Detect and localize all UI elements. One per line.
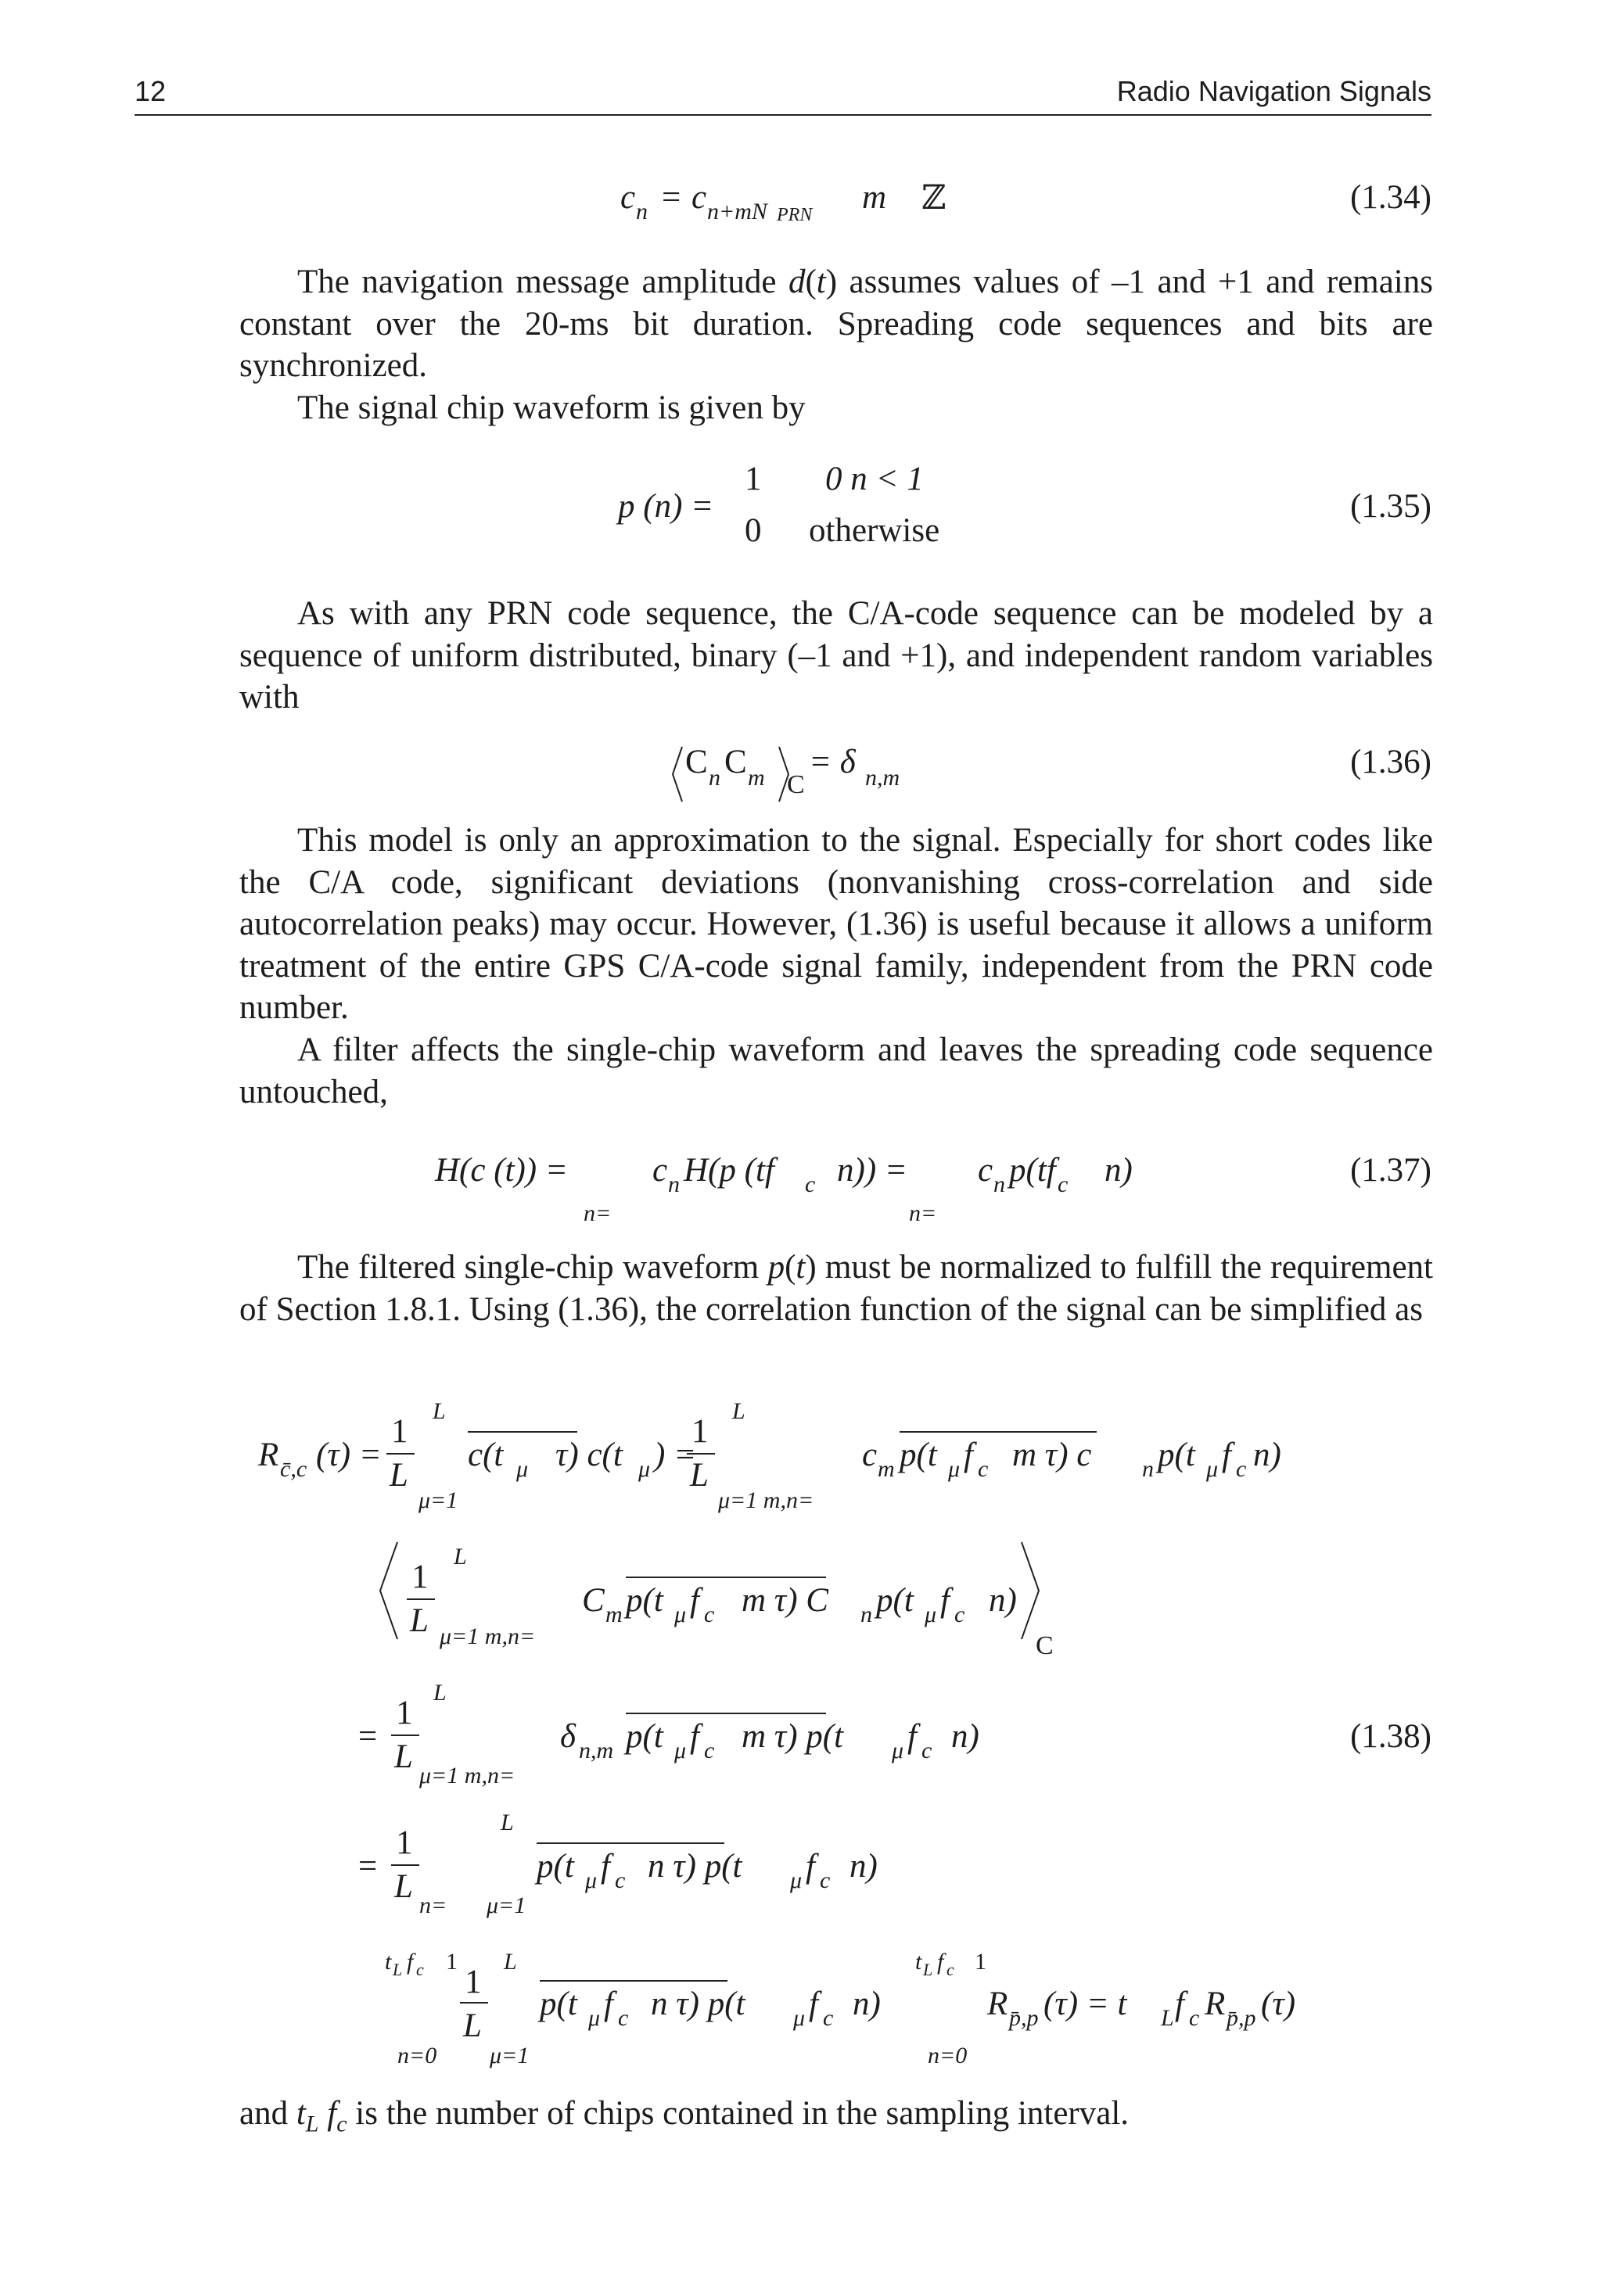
eq-1-37-p: p(tf: [1009, 1152, 1056, 1189]
eq-1-38-l5-p-sub: μ: [588, 2005, 601, 2031]
eq-1-38-l4-sum-lower1: n=: [419, 1892, 447, 1918]
paragraph-chip-waveform: The signal chip waveform is given by: [297, 389, 806, 426]
eq-1-38-l4-f2: f: [806, 1848, 815, 1885]
p7-var-t: t: [296, 2095, 306, 2132]
p1-text-b: (: [805, 264, 817, 300]
eq-1-38-l5-sum-upper2: L: [504, 1949, 517, 1975]
eq-1-37-sum-lower2: n=: [909, 1200, 937, 1226]
eq-1-38-l1-one: 1: [391, 1413, 408, 1450]
eq-1-38-l3-L: L: [394, 1738, 413, 1775]
eq-1-38-l2-C-sub: m: [605, 1602, 623, 1627]
eq-1-36-C-m: C: [724, 744, 747, 780]
eq-1-38-l4-f: f: [601, 1848, 610, 1885]
eq-1-34-rhs-subsub: PRN: [777, 205, 813, 225]
eq-1-37-c2: c: [978, 1152, 993, 1189]
eq-1-38-l5-sum-upper1-one: 1: [446, 1949, 458, 1975]
eq-1-38-l3-delta: δ: [560, 1718, 576, 1755]
paragraph-filter: A filter affects the single-chip waveform and leaves the spreading code sequence untouched,: [239, 1031, 1433, 1110]
eq-1-38-l3-sum-lower: μ=1 m,n=: [419, 1763, 515, 1788]
eq-1-37-number: (1.37): [1350, 1152, 1431, 1189]
eq-1-38-l1-term2-sub: m: [878, 1456, 895, 1482]
p6-text-c: ) must be normalized to fulfill the requirement of Section 1.8.1. Using (1.36), the correlation function of the signal can be simplified as: [239, 1249, 1433, 1328]
p6-text-a: The filtered single-chip waveform: [297, 1249, 768, 1286]
eq-1-36-C-n: C: [685, 744, 708, 780]
eq-1-38-l3-frac-bar: [391, 1735, 419, 1736]
p6-text-b: (: [785, 1249, 796, 1286]
eq-1-37-p-sub: c: [1058, 1171, 1069, 1197]
eq-1-34-set: ℤ: [921, 180, 946, 217]
eq-1-38-l3-f2-sub: c: [921, 1738, 932, 1763]
eq-1-38-l1-R: R: [258, 1437, 279, 1473]
eq-1-38-l4-sum-lower2: μ=1: [487, 1892, 526, 1918]
eq-1-38-l5-f: f: [604, 1986, 613, 2022]
eq-1-38-l5-rhs-sub: L: [1161, 2005, 1174, 2031]
eq-1-34-equals: =: [662, 179, 681, 216]
eq-1-38-l1-term2e-sub: μ: [1206, 1456, 1219, 1482]
eq-1-37-sum-lower1: n=: [584, 1200, 612, 1226]
eq-1-38-l5-sum-upper3-one: 1: [975, 1949, 986, 1975]
paragraph-chip-count: [239, 2093, 1433, 2145]
eq-1-35-case2-condition: otherwise: [809, 512, 940, 549]
eq-1-38-l1-term1-sub2: μ: [638, 1456, 651, 1482]
eq-1-38-l2-p: p(t: [626, 1582, 663, 1619]
eq-1-38-l4-one: 1: [396, 1824, 413, 1861]
eq-1-38-l2-mid: m τ) C: [742, 1582, 828, 1619]
eq-1-38-l5-conj-bar: [540, 1980, 727, 1982]
eq-1-38-l1-term1: c(t: [468, 1437, 504, 1473]
eq-1-38-l2-sum-lower: μ=1 m,n=: [440, 1623, 536, 1649]
eq-1-38-l3-p-sub: μ: [674, 1738, 687, 1763]
eq-1-36-sub-m: m: [748, 765, 765, 791]
eq-1-38-l2-p-sub: μ: [674, 1602, 687, 1627]
eq-1-38-l5-R2-sub: p̄,p: [1227, 2005, 1256, 2031]
p6-var-t: t: [796, 1249, 806, 1286]
eq-1-36-sub-C: C: [787, 770, 805, 799]
p1-text-c: ) assumes values of –1 and +1 and remains constant over the 20-ms bit duration. Spreading code sequences and bits are synchronized.: [239, 264, 1433, 384]
eq-1-38-l5-sum-upper1-sub: L: [393, 1960, 403, 1979]
eq-1-38-l5-R: R: [987, 1986, 1008, 2022]
eq-1-35-case2-value: 0: [745, 512, 762, 549]
eq-1-38-l2-bracket-sub: C: [1036, 1631, 1054, 1660]
eq-1-38-l5-rhs-end: (τ): [1261, 1986, 1296, 2022]
eq-1-35-lhs: p (n) =: [618, 488, 714, 525]
p7-sub-L: L: [305, 2111, 319, 2137]
eq-1-38-l1-R-sub: c̄,c: [280, 1456, 307, 1482]
eq-1-38-l3-f-sub: c: [704, 1738, 715, 1763]
eq-1-38-l2-mid-sub: n: [860, 1602, 872, 1627]
eq-1-38-l1-term2f: f: [1222, 1437, 1231, 1473]
eq-1-38-l1-L: L: [390, 1457, 408, 1494]
eq-1-38-l1-sum-lower2: μ=1 m,n=: [718, 1487, 814, 1513]
eq-1-38-l5-sum-upper3-sub: L: [923, 1960, 933, 1979]
eq-1-38-l1-term1-tau: τ) c(t: [555, 1437, 623, 1473]
eq-1-38-l3-mid-sub: μ: [892, 1738, 904, 1763]
eq-1-38-l5-mid-sub: μ: [793, 2005, 806, 2031]
eq-1-38-l5-p: p(t: [540, 1986, 577, 2022]
eq-1-36-rhs: = δ: [809, 744, 856, 780]
eq-1-38-l1-conj-bar2: [900, 1431, 1097, 1433]
eq-1-37-c-sub: n: [668, 1171, 680, 1197]
eq-1-38-l5-rhs-f: f: [1175, 1986, 1184, 2022]
eq-1-38-l3-end: n): [951, 1718, 979, 1755]
p7-sub-c: c: [336, 2111, 347, 2137]
p7-var-f: f: [318, 2095, 337, 2132]
eq-1-34-lhs: c: [620, 179, 636, 216]
eq-1-36-sub-n: n: [709, 765, 720, 791]
eq-1-38-l2-f2-sub: c: [954, 1602, 965, 1627]
eq-1-37-c: c: [652, 1152, 668, 1189]
eq-1-38-l1-term2f-sub: c: [1236, 1456, 1247, 1482]
eq-1-38-l1-frac-bar: [386, 1453, 415, 1455]
eq-1-38-l1-term2g: n): [1253, 1437, 1281, 1473]
paragraph-nav-message: [239, 261, 1433, 387]
paragraph-prn-model: As with any PRN code sequence, the C/A-code sequence can be modeled by a sequence of uniform distributed, binary (–1 and +1), and independent random variables with: [239, 595, 1433, 716]
eq-1-38-l4-mid: n τ) p(t: [648, 1848, 742, 1885]
eq-1-38-l1-sum-upper2: L: [732, 1398, 745, 1424]
eq-1-38-l2-one: 1: [411, 1559, 429, 1595]
eq-1-38-l1-sum-upper: L: [433, 1398, 446, 1424]
eq-1-38-l2-p2-sub: μ: [925, 1602, 937, 1627]
eq-1-38-l1-term2: c: [862, 1437, 878, 1473]
eq-1-37-c2-sub: n: [993, 1171, 1005, 1197]
eq-1-38-l1-term2e: p(t: [1158, 1437, 1195, 1473]
eq-1-38-l5-one: 1: [465, 1964, 482, 2000]
eq-1-34-rhs-sub: n+mN: [707, 199, 767, 224]
eq-1-38-l4-eq: =: [358, 1848, 378, 1885]
eq-1-38-l4-sum-upper2: L: [501, 1810, 514, 1835]
eq-1-37-part4: n)) =: [837, 1152, 907, 1189]
eq-1-38-l2-f: f: [690, 1582, 699, 1619]
p1-text-a: The navigation message amplitude: [297, 264, 788, 300]
eq-1-38-l3-p: p(t: [626, 1718, 663, 1755]
eq-1-38-l5-L: L: [463, 2007, 482, 2044]
eq-1-38-l4-mid-sub: μ: [790, 1867, 803, 1893]
eq-1-37-part7: n): [1105, 1152, 1133, 1189]
eq-1-38-l5-sum-upper3-t: t: [915, 1949, 922, 1975]
eq-1-38-l1-sum-lower: μ=1: [418, 1487, 458, 1513]
p1-var-d: d: [788, 264, 806, 300]
eq-1-38-l1-frac-bar2: [687, 1453, 715, 1455]
eq-1-38-l3-conj-bar: [626, 1713, 826, 1714]
eq-1-38-l5-sum-upper1-sub2: c: [416, 1960, 424, 1979]
eq-1-37-f-sub: c: [805, 1171, 816, 1197]
eq-1-38-l2-end: n): [989, 1582, 1017, 1619]
eq-1-38-l5-rhs-sub2: c: [1189, 2005, 1200, 2031]
eq-1-38-l2-f2: f: [940, 1582, 950, 1619]
eq-1-38-l1-L2: L: [690, 1457, 709, 1494]
p7-text-a: and: [239, 2095, 296, 2132]
eq-1-38-l1-conj-bar: [468, 1431, 577, 1433]
paragraph-model-approximation: This model is only an approximation to the signal. Especially for short codes like the C/A code, significant deviations (nonvanishing cross-correlation and side autocorrelation peaks) may occur. However, (1.36) is useful because it allows a uniform treatment of the entire GPS C/A-code signal family, independent from the PRN code number.: [239, 822, 1433, 1026]
eq-1-38-l5-sum-upper1-t: t: [385, 1949, 392, 1975]
eq-1-38-l3-f: f: [690, 1718, 699, 1755]
eq-1-38-l1-term2d-sub: n: [1142, 1456, 1154, 1482]
page-number: 12: [135, 75, 167, 107]
eq-1-34-lhs-sub: n: [636, 199, 648, 224]
eq-1-38-l3-delta-sub: n,m: [579, 1738, 614, 1763]
eq-1-38-l4-p: p(t: [537, 1848, 574, 1885]
eq-1-38-l1-term2b-sub: μ: [948, 1456, 961, 1482]
eq-1-38-l5-mid: n τ) p(t: [651, 1986, 745, 2022]
eq-1-38-l4-f-sub: c: [615, 1867, 626, 1893]
eq-1-34-var: m: [862, 179, 887, 216]
eq-1-38-l5-f2: f: [809, 1986, 818, 2022]
eq-1-38-l5-R2: R: [1205, 1986, 1226, 2022]
eq-1-38-l4-frac-bar: [391, 1864, 419, 1866]
eq-1-34-rhs: c: [691, 179, 707, 216]
eq-1-38-l5-sum-lower3: n=0: [928, 2043, 968, 2068]
eq-1-38-l2-sum-upper: L: [454, 1544, 467, 1570]
eq-1-38-l5-end: n): [853, 1986, 881, 2022]
eq-1-38-number: (1.38): [1350, 1718, 1431, 1755]
paragraph-filtered-waveform: [239, 1247, 1433, 1330]
eq-1-38-l4-conj-bar: [537, 1842, 724, 1844]
eq-1-38-l5-rhs: (τ) = t: [1043, 1986, 1127, 2022]
eq-1-38-l1-term2c: f: [964, 1437, 973, 1473]
eq-1-38-l4-f2-sub: c: [820, 1867, 831, 1893]
eq-1-37-part1: H(c (t)) =: [435, 1152, 568, 1189]
eq-1-38-l2-conj-bar: [626, 1577, 826, 1578]
eq-1-38-l1-term2c-sub: c: [978, 1456, 989, 1482]
header-rule: [135, 114, 1431, 116]
eq-1-35-number: (1.35): [1350, 488, 1431, 525]
eq-1-38-l1-term1-end: ) =: [654, 1437, 697, 1473]
eq-1-34-number: (1.34): [1350, 179, 1431, 216]
eq-1-38-l3-eq: =: [358, 1718, 378, 1755]
eq-1-36-number: (1.36): [1350, 744, 1431, 780]
eq-1-38-l1-tau: (τ) =: [316, 1437, 382, 1473]
eq-1-38-l2-L: L: [410, 1602, 429, 1639]
eq-1-38-l5-frac-bar: [460, 2002, 488, 2004]
eq-1-38-l1-one2: 1: [691, 1413, 709, 1450]
eq-1-38-l3-sum-upper: L: [433, 1680, 447, 1706]
eq-1-38-l5-f-sub: c: [618, 2005, 629, 2031]
eq-1-38-l3-one: 1: [396, 1695, 413, 1731]
eq-1-36-rhs-sub: n,m: [865, 765, 900, 791]
eq-1-38-l2-p2: p(t: [876, 1582, 914, 1619]
eq-1-38-l5-sum-lower2: μ=1: [490, 2043, 530, 2068]
running-title: Radio Navigation Signals: [1116, 75, 1431, 107]
eq-1-38-l5-sum-upper1-f: f: [407, 1949, 414, 1975]
eq-1-38-l4-p-sub: μ: [585, 1867, 598, 1893]
eq-1-38-l5-sum-upper3-f: f: [937, 1949, 944, 1975]
eq-1-38-l5-f2-sub: c: [823, 2005, 834, 2031]
eq-1-38-l5-sum-lower1: n=0: [397, 2043, 437, 2068]
eq-1-35-case1-condition: 0 n < 1: [825, 461, 924, 497]
eq-1-35-case1-value: 1: [745, 461, 762, 497]
eq-1-37-H: H(p (tf: [684, 1152, 774, 1189]
p7-text-b: is the number of chips contained in the sampling interval.: [347, 2095, 1130, 2132]
eq-1-38-l5-sum-upper3-sub2: c: [946, 1960, 954, 1979]
eq-1-38-l4-end: n): [849, 1848, 878, 1885]
eq-1-38-l3-mid: m τ) p(t: [742, 1718, 844, 1755]
eq-1-38-l3-f2: f: [907, 1718, 917, 1755]
eq-1-38-l5-R-sub: p̄,p: [1009, 2005, 1039, 2031]
eq-1-38-l2-frac-bar: [407, 1598, 435, 1600]
p1-var-t: t: [816, 264, 826, 300]
eq-1-38-l2-f-sub: c: [704, 1602, 715, 1627]
eq-1-38-l2-C: C: [582, 1582, 605, 1619]
eq-1-38-l1-term1-sub: μ: [516, 1456, 529, 1482]
eq-1-38-l1-term2d: m τ) c: [1012, 1437, 1092, 1473]
p6-var-p: p: [767, 1249, 785, 1286]
eq-1-38-l1-term2b: p(t: [900, 1437, 937, 1473]
eq-1-38-l4-L: L: [394, 1868, 413, 1905]
